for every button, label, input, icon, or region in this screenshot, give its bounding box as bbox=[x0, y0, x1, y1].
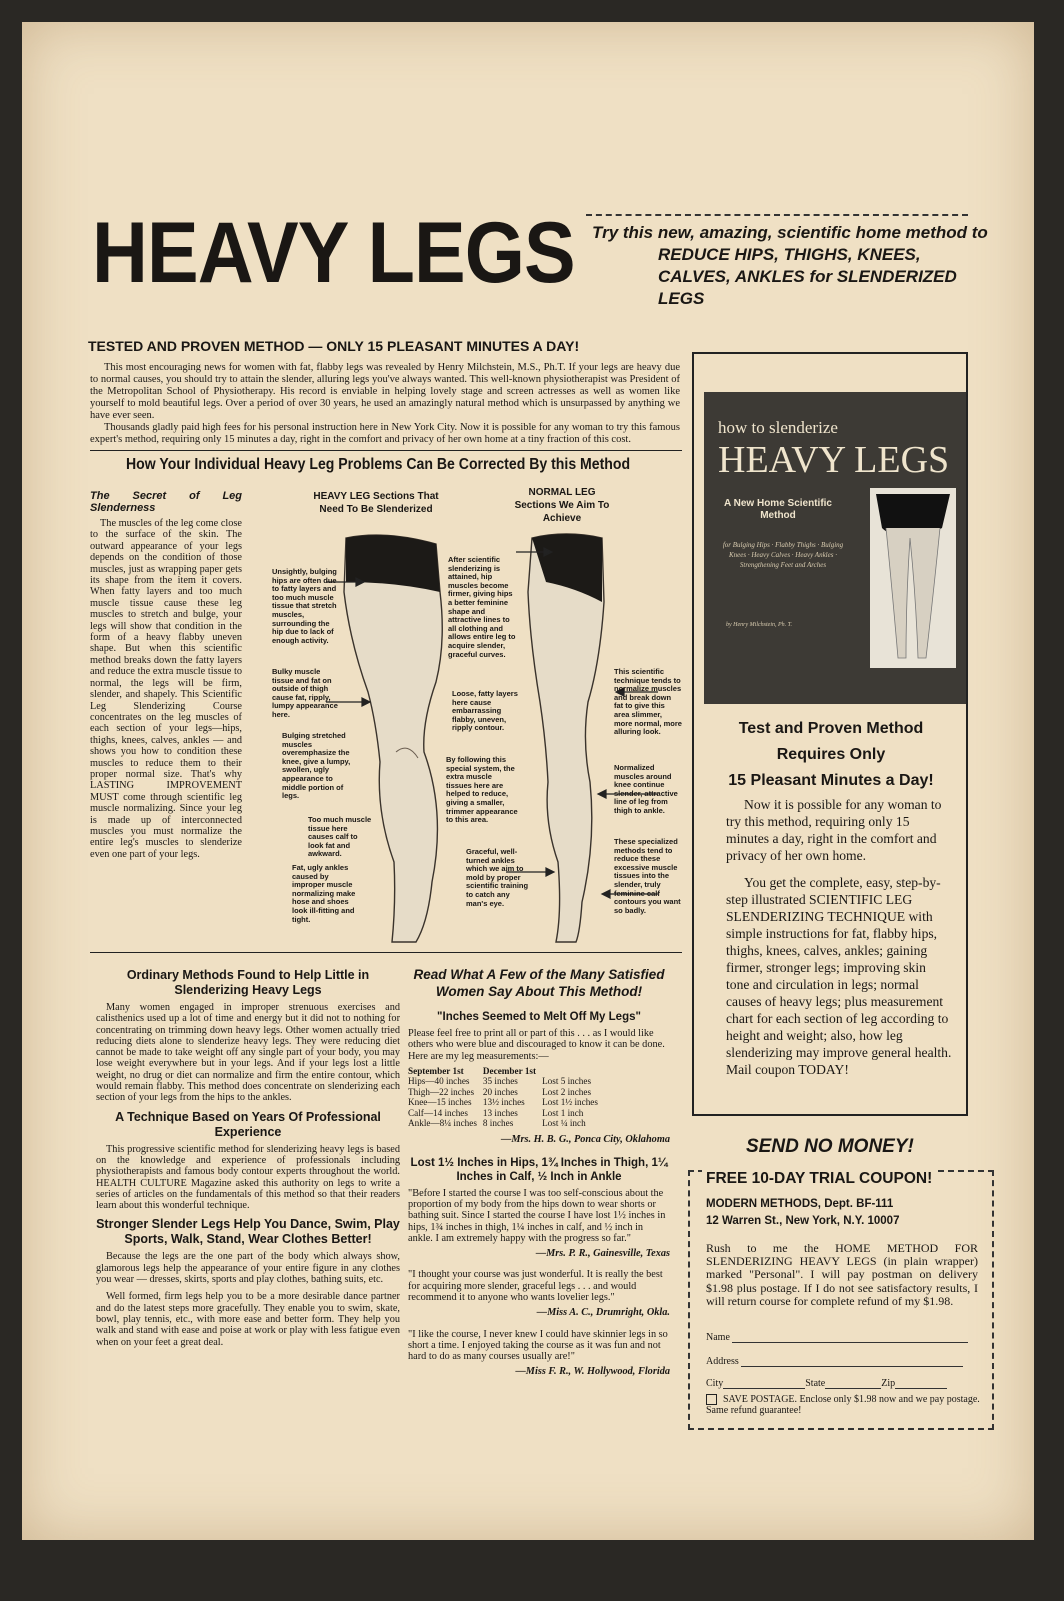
sidebar-paragraph: You get the complete, easy, step-by-step illustrated SCIENTIFIC LEG SLENDERIZING TECHNIQUE with simple instructions for fat, flabby hips, thighs, knees, calves, ankles; gaining firmer, stronger legs; improving skin tone and circulation in legs; normal causes of heavy legs; plus measurement chart for each section of leg according to height and weight; also, how leg slenderizing may improve general health. Mail coupon TODAY! bbox=[726, 875, 952, 1077]
stronger-text: Because the legs are the one part of the body which always show, glamorous legs help the appearance of your entire figure in any clothes you wear — dresses, skirts, sports and play clothes, bathing suits, etc. bbox=[96, 1251, 400, 1286]
intro-paragraph: This most encouraging news for women with fat, flabby legs was revealed by Henry Milchstein, M.S., Ph.T. If your legs are heavy due to normal causes, you should try to attain the slender, alluring legs you've always wanted. This well-known physiotherapist was President of the Metropolitan School of Physiotherapy. His record is enviable in helping lovely stage and screen actresses as well as women like yourself to mold beautiful legs. Over a period of over 30 years, he used an amazingly natural method which is unsurpassed by anything we have ever seen. bbox=[90, 362, 680, 421]
testimonials bbox=[408, 966, 670, 1388]
sidebar-paragraph: Now it is possible for any woman to try this method, requiring only 15 minutes a day, right in the comfort and privacy of her own home. bbox=[726, 797, 942, 863]
subhead: TESTED AND PROVEN METHOD — ONLY 15 PLEASANT MINUTES A DAY! bbox=[88, 338, 580, 354]
table-row bbox=[408, 1118, 604, 1128]
testimonial-text: "Before I started the course I was too self-conscious about the proportion of my body from the hips down to wear shorts or bathing suit. Since I started the course I have lost 1½ inches in hips, 1¾ inches in thigh, 1¼ inches in calf, and ½ inch in ankle. I am extremely happy with the progress so far." bbox=[408, 1187, 666, 1244]
magazine-back-cover bbox=[22, 22, 1034, 1540]
tagline bbox=[592, 222, 992, 310]
table-cell: 8 inches bbox=[482, 1117, 514, 1128]
table-cell: Lost 1 inch bbox=[542, 1107, 584, 1118]
sidebar-text bbox=[726, 796, 952, 1088]
intro-text bbox=[90, 362, 680, 446]
technique-title: A Technique Based on Years Of Professional Experience bbox=[115, 1109, 381, 1139]
table-row bbox=[408, 1108, 604, 1118]
address-label: Address bbox=[706, 1356, 739, 1367]
testimonial-text: "I thought your course was just wonderful. It is really the best for acquiring more slender, graceful legs . . . and would recommend it to anyone who wants lovelier legs." bbox=[408, 1269, 663, 1303]
testimonial-title: "Inches Seemed to Melt Off My Legs" bbox=[437, 1011, 641, 1023]
testimonial-signature: —Mrs. P. R., Gainesville, Texas bbox=[535, 1248, 670, 1260]
dashed-rule bbox=[586, 214, 968, 216]
stronger-title: Stronger Slender Legs Help You Dance, Swim, Play Sports, Walk, Stand, Wear Clothes Better! bbox=[96, 1217, 400, 1247]
sidebar-heading-line: Requires Only bbox=[776, 746, 886, 763]
sidebar-heading-line: 15 Pleasant Minutes a Day! bbox=[728, 772, 934, 789]
coupon-street: 12 Warren St., New York, N.Y. 10007 bbox=[706, 1215, 900, 1227]
note-thigh: Bulky muscle tissue and fat on outside of thigh cause fat, ripply, lumpy appearance here. bbox=[272, 667, 338, 719]
book-cover bbox=[704, 392, 966, 704]
sidebar-heading-line: Test and Proven Method bbox=[738, 720, 924, 737]
table-header: December 1st bbox=[482, 1065, 537, 1076]
table-cell: Knee—15 inches bbox=[408, 1097, 472, 1108]
trial-coupon[interactable] bbox=[688, 1170, 994, 1430]
book-author: by Henry Milchstein, Ph. T. bbox=[726, 622, 793, 628]
name-line[interactable] bbox=[732, 1332, 968, 1343]
divider bbox=[90, 450, 682, 451]
coupon-company: MODERN METHODS, Dept. BF-111 bbox=[706, 1198, 894, 1210]
save-postage-checkbox[interactable] bbox=[706, 1394, 717, 1405]
note-knee: Bulging stretched muscles overemphasize the knee, give a lumpy, swollen, ugly appearance to middle portion of legs. bbox=[282, 731, 351, 801]
testimonial-signature: —Miss F. R., W. Hollywood, Florida bbox=[515, 1366, 670, 1378]
section-title: How Your Individual Heavy Leg Problems Can Be Corrected By this Method bbox=[126, 456, 631, 473]
note-mid-calf: By following this special system, the extra muscle tissues here are helped to reduce, giving a smaller, trimmer appearance to this area. bbox=[446, 755, 518, 825]
zip-label: Zip bbox=[881, 1378, 896, 1389]
save-postage-text: SAVE POSTAGE. Enclose only $1.98 now and we pay postage. Same refund guarantee! bbox=[706, 1394, 980, 1417]
divider bbox=[90, 952, 682, 953]
note-right-thigh: This scientific technique tends to normalize muscles and break down fat to give this area slimmer, more normal, more alluring look. bbox=[614, 667, 682, 737]
table-cell: 35 inches bbox=[482, 1076, 518, 1087]
table-cell: Lost 2 inches bbox=[542, 1086, 592, 1097]
note-right-calf: These specialized methods tend to reduce these excessive muscle tissues into the slender, truly feminine calf contours you want so badly. bbox=[614, 837, 681, 915]
table-cell: Thigh—22 inches bbox=[408, 1086, 475, 1097]
table-cell: Lost ¼ inch bbox=[542, 1117, 586, 1128]
technique-text: This progressive scientific method for slenderizing heavy legs is based on the knowledge and experience of professionals including physiotherapists and famous body contour experts throughout the world. HEALTH CULTURE Magazine asked this authority on legs to write a series of articles on the fundamentals of this method so that their readers learn about this wonderful technique. bbox=[96, 1143, 400, 1212]
table-cell: 20 inches bbox=[482, 1086, 518, 1097]
ordinary-title: Ordinary Methods Found to Help Little in Slenderizing Heavy Legs bbox=[126, 968, 370, 997]
left-articles bbox=[96, 968, 400, 1354]
table-row bbox=[408, 1097, 604, 1107]
table-header: September 1st bbox=[408, 1065, 464, 1076]
address-field[interactable] bbox=[706, 1356, 963, 1367]
testimonial-signature: —Mrs. H. B. G., Ponca City, Oklahoma bbox=[501, 1134, 670, 1146]
coupon-address bbox=[706, 1196, 899, 1230]
secret-text: The muscles of the leg come close to the surface of the skin. The outward appearance of your legs depends on the condition of those muscles, just as wrapping paper gets its shape from the item it covers. When fatty layers and too much muscle tissue cause these leg muscles to stretch and bulge, your legs will show that condition in the form of a heavy flabby uneven shape. But when this scientific method breaks down the fatty layers and reduce the extra muscle tissue to normal, the legs will be firm, slender, and shapely. This Scientific Leg Slenderizing Course concentrates on the leg muscles of each section of your legs—hips, thighs, knees, calves, ankles — and shows you how to condition these muscles to reduce them to their proper normal size. That's why LASTING IMPROVEMENT MUST come through scientific leg muscle normalizing. Since your leg is made up of interconnected muscles you must normalize the entire leg's muscles to slenderize even one part of your legs. bbox=[90, 518, 242, 860]
measurements-table bbox=[408, 1066, 604, 1128]
table-cell: 13½ inches bbox=[482, 1097, 525, 1108]
normal-leg-illustration bbox=[528, 534, 604, 942]
note-ankles: Fat, ugly ankles caused by improper muscle normalizing make hose and shoes look ill-fitting and tight. bbox=[292, 863, 356, 924]
table-cell: Lost 1½ inches bbox=[542, 1097, 598, 1108]
book-subtitle: A New Home Scientific Method bbox=[724, 498, 832, 521]
state-label: State bbox=[805, 1378, 826, 1389]
secret-column bbox=[90, 490, 242, 860]
sidebar-heading bbox=[706, 716, 956, 794]
note-mid-thigh: Loose, fatty layers here cause embarrassing flabby, uneven, ripply contour. bbox=[452, 689, 518, 733]
city-label: City bbox=[706, 1378, 724, 1389]
table-row bbox=[408, 1076, 604, 1086]
book-title-small: how to slenderize bbox=[718, 418, 838, 437]
name-label: Name bbox=[706, 1332, 730, 1343]
testimonial-title: Lost 1½ Inches in Hips, 1¾ Inches in Thigh, 1¼ Inches in Calf, ½ Inch in Ankle bbox=[410, 1156, 668, 1183]
table-cell: Hips—40 inches bbox=[408, 1076, 470, 1087]
table-cell: 13 inches bbox=[482, 1107, 518, 1118]
tagline-line2: REDUCE HIPS, THIGHS, KNEES, CALVES, ANKLES for SLENDERIZED LEGS bbox=[658, 245, 957, 308]
coupon-title: FREE 10-DAY TRIAL COUPON! bbox=[702, 1170, 936, 1188]
coupon-text: Rush to me the HOME METHOD FOR SLENDERIZING HEAVY LEGS (in plain wrapper) marked "Personal". I will pay postman on delivery $1.98 plus postage. If I do not see satisfactory results, I will return course for complete refund of my $1.98. bbox=[706, 1241, 978, 1308]
legs-photo-icon bbox=[870, 488, 956, 668]
note-hips: Unsightly, bulging hips are often due to fatty layers and too much muscle tissue that stretch muscles, surrounding the hip due to lack of enough activity. bbox=[272, 567, 337, 645]
ordinary-text: Many women engaged in improper strenuous exercises and calisthenics used up a lot of time and energy but it did not to nothing for concentrating on trimming down heavy legs. Other women actually tried reducing diets alone to slenderize heavy legs. They were reducing diet cannot be made to take weight off any single part of your body, you may lose weight everywhere but in your legs. And if your legs lost a little weight, no drug or diet can normalize and firm the entire contour, which would remain flabby. This method does concentrate on slenderizing each section of your legs from the hips to the ankles. bbox=[96, 1002, 400, 1104]
note-mid-hips: After scientific slenderizing is attained, hip muscles become firmer, giving hips a better feminine shape and attractive lines to all clothing and allows entire leg to acquire slender, graceful curves. bbox=[448, 555, 516, 659]
book-photo bbox=[870, 488, 956, 668]
note-mid-ankles: Graceful, well-turned ankles which we aim to mold by proper scientific training to catch any man's eye. bbox=[466, 847, 529, 908]
zip-line[interactable] bbox=[895, 1378, 947, 1389]
book-list: for Bulging Hips · Flabby Thighs · Bulging Knees · Heavy Calves · Heavy Ankles · Strengthening Feet and Arches bbox=[722, 541, 844, 569]
testimonial-signature: —Miss A. C., Drumright, Okla. bbox=[536, 1307, 670, 1319]
testimonial-text: "I like the course, I never knew I could have skinnier legs in so short a time. I enjoyed taking the course as it was fun and not hard to do as many courses usually are!" bbox=[408, 1328, 668, 1363]
name-field[interactable] bbox=[706, 1332, 968, 1343]
intro-paragraph: Thousands gladly paid high fees for his personal instruction here in New York City. Now it is possible for any woman to try this famous expert's method, requiring only 15 minutes a day, right in the comfort and privacy of her own home at a tiny fraction of this cost. bbox=[90, 422, 680, 445]
tagline-line1: Try this new, amazing, scientific home method to bbox=[592, 223, 988, 242]
city-line[interactable] bbox=[723, 1378, 805, 1389]
note-right-knee: Normalized muscles around knee continue slender, attractive line of leg from thigh to ankle. bbox=[614, 763, 678, 815]
table-row bbox=[408, 1087, 604, 1097]
book-title-big: HEAVY LEGS bbox=[718, 439, 950, 481]
table-header bbox=[542, 1066, 604, 1076]
testimonials-title: Read What A Few of the Many Satisfied Women Say About This Method! bbox=[413, 967, 665, 999]
save-postage[interactable] bbox=[706, 1394, 984, 1416]
stronger-text: Well formed, firm legs help you to be a more desirable dance partner and do the latest steps more gracefully. They enable you to swim, skate, bowl, play tennis, etc., with more ease and better form. They help you walk and stand with ease and poise at work or play with less fatigue even when on your feet a great deal. bbox=[96, 1291, 400, 1348]
testimonial-text: Please feel free to print all or part of this . . . as I would like others who were blue and discouraged to know it can be done. Here are my leg measurements:— bbox=[408, 1028, 665, 1062]
normal-leg-title: NORMAL LEG Sections We Aim To Achieve bbox=[514, 487, 610, 524]
headline: HEAVY LEGS bbox=[92, 205, 575, 301]
heavy-leg-title: HEAVY LEG Sections That Need To Be Slenderized bbox=[313, 491, 439, 515]
table-cell: Ankle—8¼ inches bbox=[408, 1117, 477, 1128]
secret-title: The Secret of Leg Slenderness bbox=[90, 490, 242, 514]
send-no-money: SEND NO MONEY! bbox=[746, 1136, 914, 1157]
table-cell: Lost 5 inches bbox=[542, 1076, 592, 1087]
note-calf: Too much muscle tissue here causes calf to look fat and awkward. bbox=[308, 815, 372, 859]
address-line[interactable] bbox=[741, 1356, 963, 1367]
table-cell: Calf—14 inches bbox=[408, 1107, 468, 1118]
city-state-zip-field[interactable] bbox=[706, 1378, 978, 1389]
state-line[interactable] bbox=[825, 1378, 881, 1389]
